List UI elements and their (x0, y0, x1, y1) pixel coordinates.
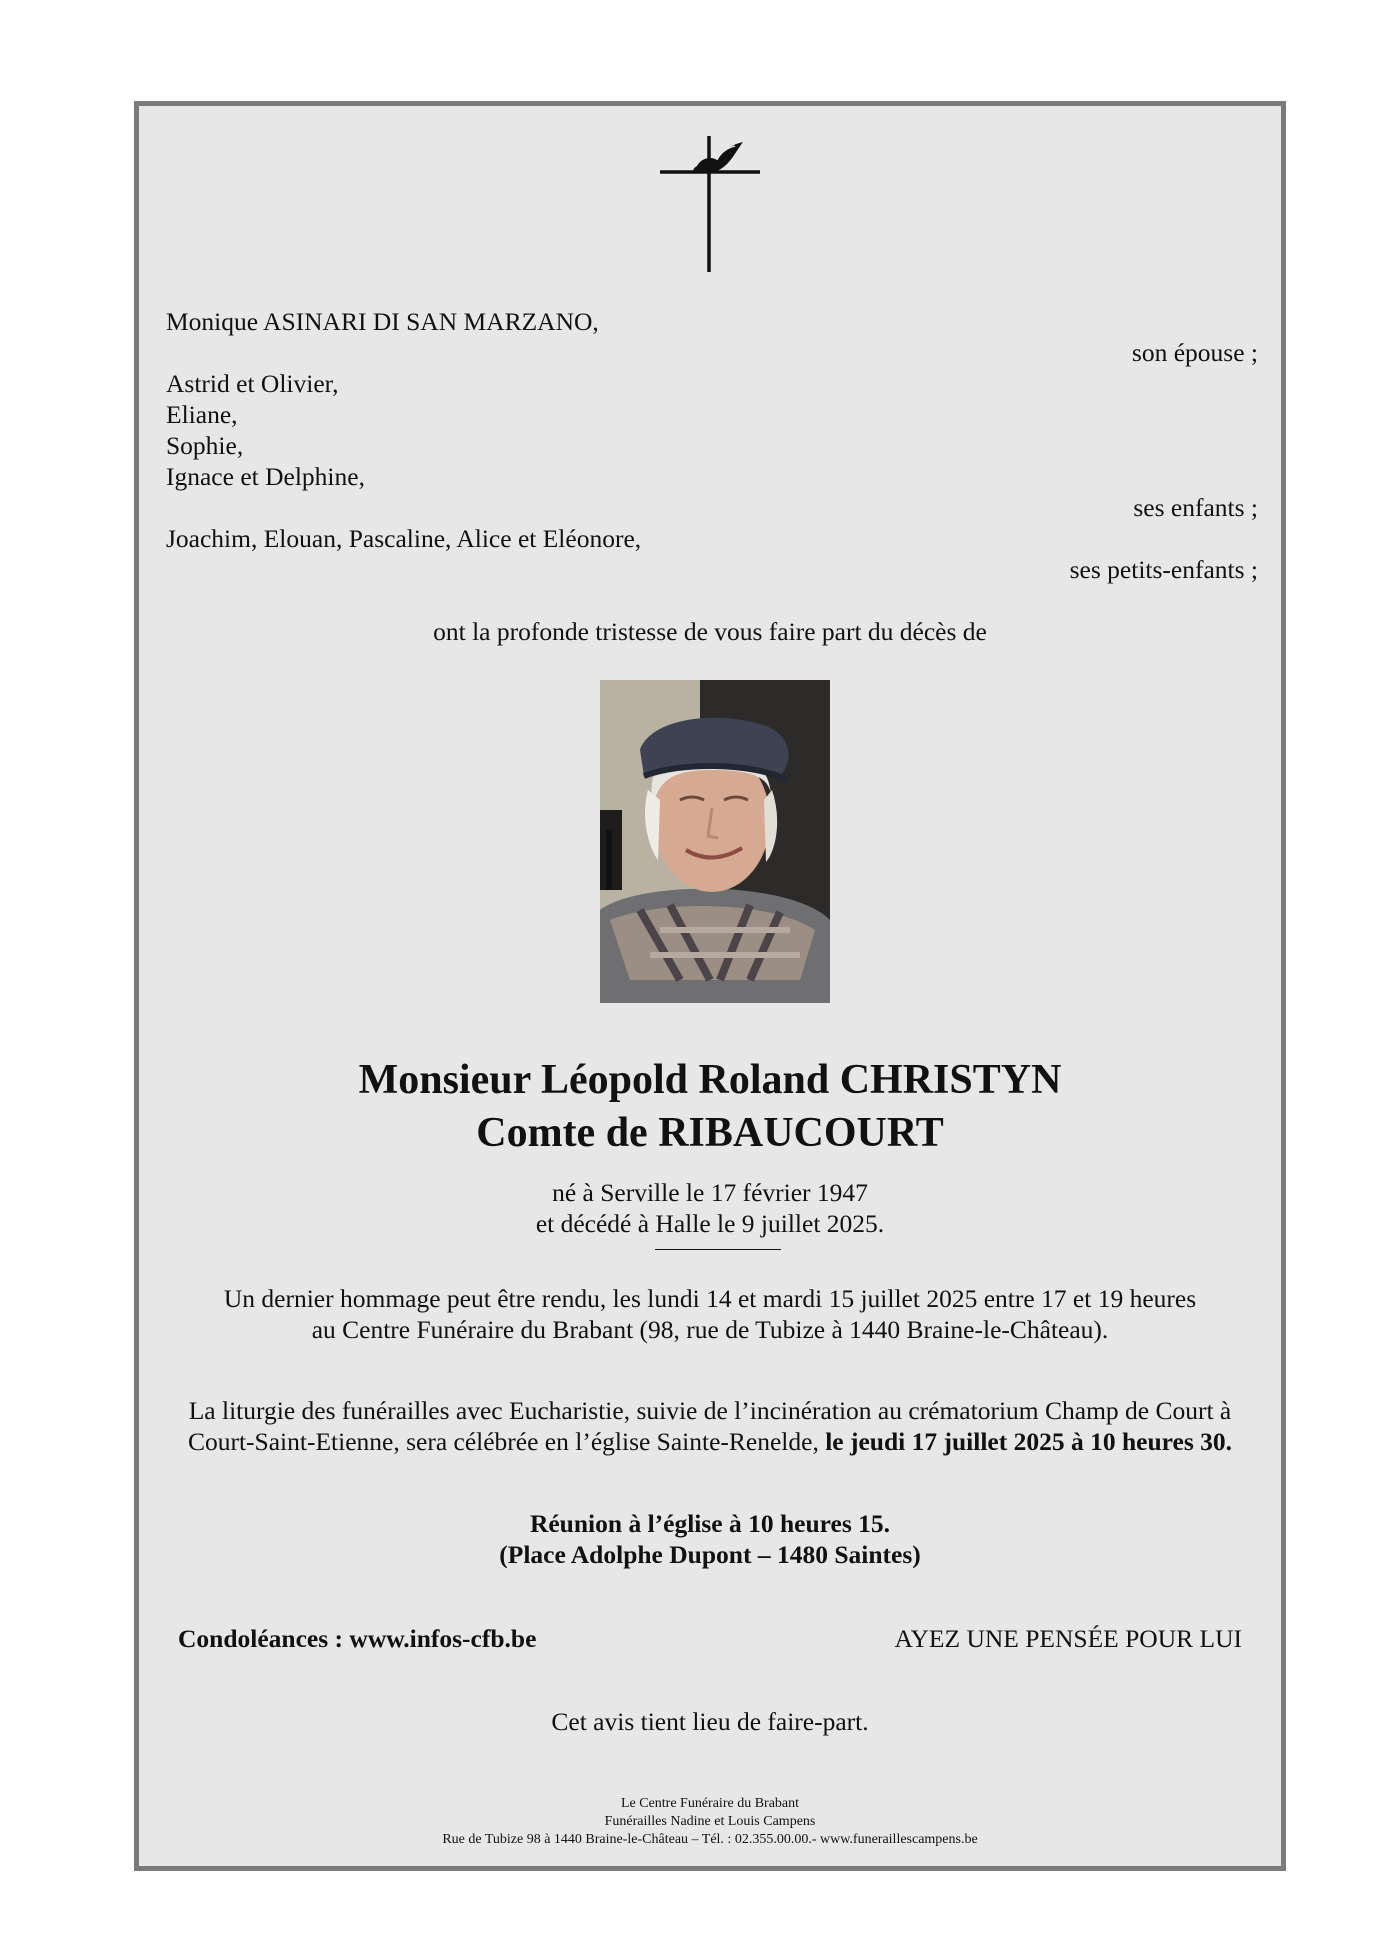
death-info: et décédé à Halle le 9 juillet 2025. (535, 1209, 885, 1238)
deceased-title: Comte de RIBAUCOURT (476, 1110, 944, 1156)
funeral-date: le jeudi 17 juillet 2025 à 10 heures 30. (825, 1427, 1233, 1456)
meeting-place: (Place Adolphe Dupont – 1480 Saintes) (499, 1540, 921, 1569)
liturgy-line-1: La liturgie des funérailles avec Eucharistie, suivie de l’incinération au crématorium Champ de Court à (188, 1396, 1232, 1425)
birth-info: né à Serville le 17 février 1947 (552, 1178, 868, 1207)
hommage-line-2: au Centre Funéraire du Brabant (98, rue de Tubize à 1440 Braine-le-Château). (311, 1315, 1109, 1344)
footer-line-2: Funérailles Nadine et Louis Campens (604, 1814, 816, 1829)
footer-line-1: Le Centre Funéraire du Brabant (620, 1796, 800, 1811)
liturgy-line-2-plain: Court-Saint-Etienne, sera célébrée en l’église Sainte-Renelde, (187, 1427, 826, 1456)
meeting-time: Réunion à l’église à 10 heures 15. (529, 1509, 891, 1538)
obituary-card (134, 101, 1286, 1871)
children-role: ses enfants ; (1133, 493, 1258, 522)
liturgy-line-2 (139, 1426, 1281, 1457)
spouse-name: Monique ASINARI DI SAN MARZANO, (166, 307, 599, 336)
spouse-role: son épouse ; (1131, 338, 1258, 367)
deceased-name: Monsieur Léopold Roland CHRISTYN (358, 1057, 1062, 1103)
hommage-line-1: Un dernier hommage peut être rendu, les lundi 14 et mardi 15 juillet 2025 entre 17 et 19 heures (223, 1284, 1197, 1313)
thought-text: AYEZ UNE PENSÉE POUR LUI (894, 1624, 1242, 1653)
announcement: ont la profonde tristesse de vous faire part du décès de (433, 617, 987, 646)
child-1: Astrid et Olivier, (166, 369, 339, 398)
portrait-photo (600, 680, 830, 1003)
notice-text: Cet avis tient lieu de faire-part. (551, 1707, 869, 1736)
child-2: Eliane, (166, 400, 238, 429)
child-3: Sophie, (166, 431, 244, 460)
condolences-link[interactable]: Condoléances : www.infos-cfb.be (178, 1624, 537, 1653)
cross-dove-icon (657, 132, 767, 274)
footer-line-3: Rue de Tubize 98 à 1440 Braine-le-Château – Tél. : 02.355.00.00.- www.funeraillescampens.be (442, 1832, 978, 1847)
grandchildren-role: ses petits-enfants ; (1069, 555, 1258, 584)
child-4: Ignace et Delphine, (166, 462, 365, 491)
divider (655, 1249, 781, 1250)
grandchildren: Joachim, Elouan, Pascaline, Alice et Eléonore, (166, 524, 642, 553)
